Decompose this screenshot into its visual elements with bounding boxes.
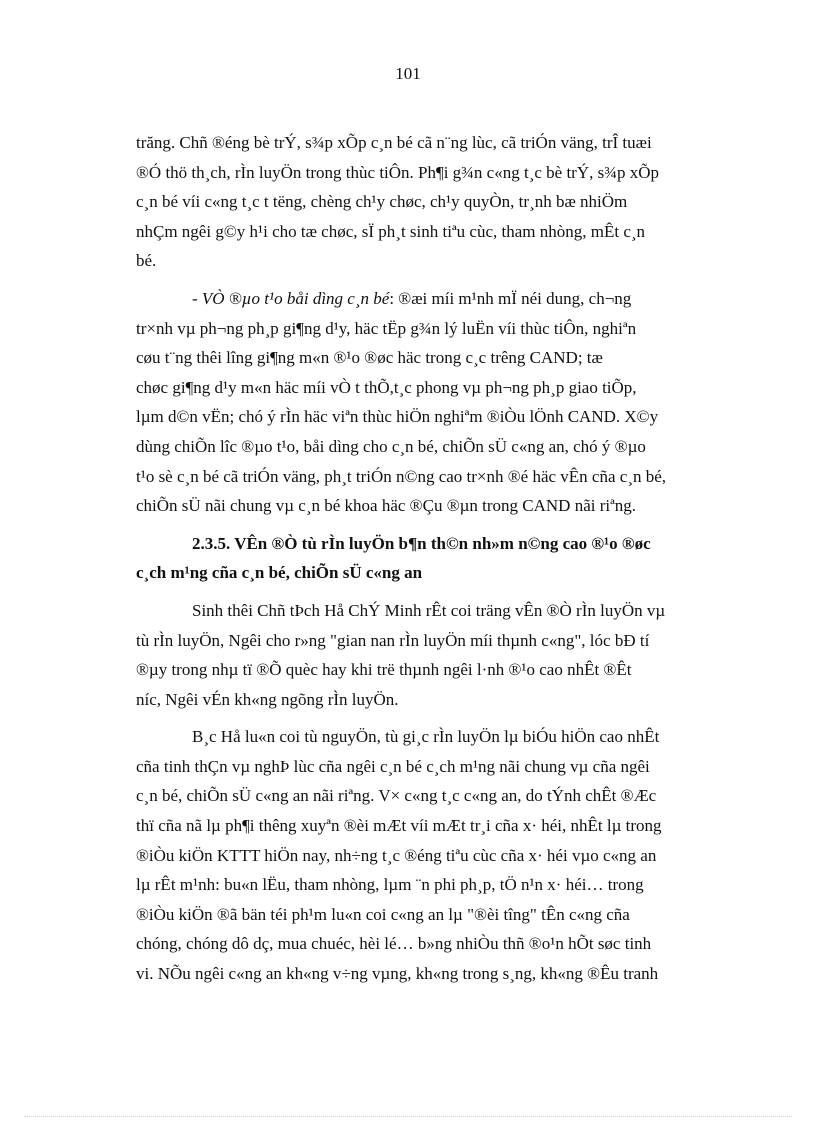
paragraph-2-body: : ®æi míi m¹nh mÏ néi dung, ch¬ng tr×nh vµ ph¬ng ph¸p gi¶ng d¹y, häc tËp g¾n lý luËn víi thùc tiÔn, nghiªn cøu t¨ng thêi lîng gi¶ng m«n ®¹o ®øc häc trong c¸c trêng CAND; tæ chøc gi¶ng d¹y m«n häc míi vÒ t thÕ,t¸c phong vµ ph¬ng ph¸p giao tiÕp, lµm d©n vËn; chó ý rÌn häc viªn thùc hiÖn nghiªm ®iÒu lÖnh CAND. X©y dùng chiÕn lîc ®µo t¹o, båi dìng cho c¸n bé, chiÕn sÜ c«ng an, chó ý ®µo t¹o sè c¸n bé cã triÓn väng, ph¸t triÓn n©ng cao tr×nh ®é häc vÊn cña c¸n bé, chiÕn sÜ nãi chung vµ c¸n bé khoa häc ®Çu ®µn trong CAND nãi riªng. — [136, 288, 667, 516]
page-bottom-divider — [24, 1116, 792, 1117]
paragraph-2 — [136, 284, 740, 521]
paragraph-4: B¸c Hå lu«n coi tù nguyÖn, tù gi¸c rÌn luyÖn lµ biÓu hiÖn cao nhÊt cña tinh thÇn vµ nghÞ lùc cña ngêi c¸n bé c¸ch m¹ng nãi chung vµ cña ngêi c¸n bé, chiÕn sÜ c«ng an nãi riªng. V× c«ng t¸c c«ng an, do tÝnh chÊt ®Æc thï cña nã lµ ph¶i thêng xuyªn ®èi mÆt víi mÆt tr¸i cña x· héi, nhÊt lµ trong ®iÒu kiÖn KTTT hiÖn nay, nh÷ng t¸c ®éng tiªu cùc cña x· héi vµo c«ng an lµ rÊt m¹nh: bu«n lËu, tham nhòng, lµm ¨n phi ph¸p, tÖ n¹n x· héi… trong ®iÒu kiÖn ®ã bän téi ph¹m lu«n coi c«ng an lµ "®èi tîng" tÊn c«ng cña chóng, chóng dô dç, mua chuéc, hèi lé… b»ng nhiÒu thñ ®o¹n hÕt søc tinh vi. NÕu ngêi c«ng an kh«ng v÷ng vµng, kh«ng trong s¸ng, kh«ng ®Êu tranh — [136, 727, 662, 984]
body-text — [136, 128, 740, 997]
section-heading: 2.3.5. VÊn ®Ò tù rÌn luyÖn b¶n th©n nh»m n©ng cao ®¹o ®øc c¸ch m¹ng cña c¸n bé, chiÕn sÜ c«ng an — [136, 533, 651, 583]
paragraph-1: trăng. Chñ ®éng bè trÝ, s¾p xÕp c¸n bé cã n¨ng lùc, cã triÓn väng, trÎ tuæi ®Ó thö th¸ch, rÌn luyÖn trong thùc tiÔn. Ph¶i g¾n c«ng t¸c bè trÝ, s¾p xÕp c¸n bé víi c«ng t¸c t tëng, chèng ch¹y chøc, ch¹y quyÒn, tr¸nh bæ nhiÖm nhÇm ngêi g©y h¹i cho tæ chøc, sÏ ph¸t sinh tiªu cùc, tham nhòng, mÊt c¸n bé. — [136, 133, 659, 271]
paragraph-3: Sinh thêi Chñ tÞch Hå ChÝ Minh rÊt coi träng vÊn ®Ò rÌn luyÖn vµ tù rÌn luyÖn, Ngêi cho r»ng "gian nan rÌn luyÖn míi thµnh c«ng", lóc bÐ tí ®µy trong nhµ tï ®Õ quèc hay khi trë thµnh ngêi l·nh ®¹o cao nhÊt ®Êt níc, Ngêi vÉn kh«ng ngõng rÌn luyÖn. — [136, 600, 666, 709]
page-number: 101 — [395, 64, 421, 83]
paragraph-2-lead: - VÒ ®µo t¹o båi dìng c¸n bé — [192, 288, 390, 308]
